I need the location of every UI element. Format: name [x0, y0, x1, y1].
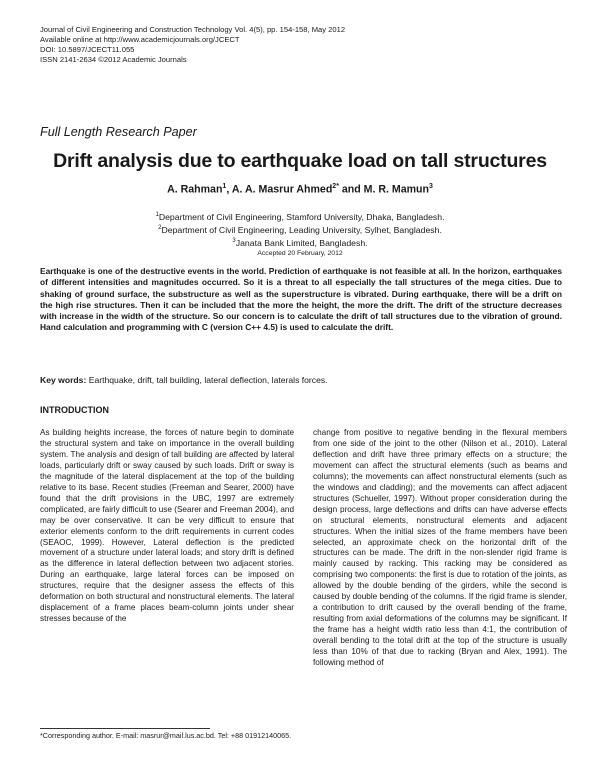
affiliation-text: Janata Bank Limited, Bangladesh.	[235, 237, 368, 248]
journal-header	[40, 25, 345, 65]
footnote: *Corresponding author. E-mail: masrur@mail.lus.ac.bd. Tel: +88 01912140065.	[40, 731, 292, 740]
affiliation-text: Department of Civil Engineering, Stamford University, Dhaka, Bangladesh.	[158, 211, 445, 222]
author-affil-sup	[332, 183, 339, 190]
body-column-left: As building heights increase, the forces of nature begin to dominate the structural system and take on importance in the overall building system. The analysis and design of tall building are affected by lateral loads, particularly drift or sway caused by such loads. Drift or sway is the magnitude of the lateral displacement at the top of the building relative to its base. Recent studies (Freeman and Searer, 2000) have found that the drift provisions in the UBC, 1997 are extremely complicated, are fairly difficult to use (Searer and Freeman 2004), and may be over conservative. It can be very difficult to ensure that exterior elements conform to the drift requirements in current codes (SEAOC, 1999). However, Lateral deflection is the predicted movement of a structure under lateral loads; and story drift is defined as the difference in lateral deflection between two adjacent stories. During an earthquake, large lateral forces can be imposed on structures, require that the designer assess the effects of this deformation on both structural and nonstructural elements. The lateral displacement of a frame places beam-column joints under shear stresses because of the	[40, 428, 294, 624]
affiliation-line	[0, 210, 600, 223]
keywords-label: Key words:	[40, 375, 87, 385]
journal-issn: ISSN 2141-2634 ©2012 Academic Journals	[40, 55, 187, 64]
accepted-date: Accepted 20 February, 2012	[257, 250, 343, 257]
journal-citation: Journal of Civil Engineering and Construction Technology Vol. 4(5), pp. 154-158, May 2012	[40, 25, 346, 34]
affiliation-line	[0, 223, 600, 236]
author-name: A. A. Masrur Ahmed	[231, 183, 333, 196]
affiliations	[0, 210, 600, 249]
footnote-divider	[40, 728, 210, 729]
abstract: Earthquake is one of the destructive events in the world. Prediction of earthquake is not feasible at all. In the horizon, earthquakes of different intensities and magnitudes occurred. So it is a threat to all especially the tall structures of the mega cities. Due to shaking of ground surface, the substructure as well as the superstructure is vibrated. During earthquake, there will be a drift on the high rise structures. Then it can be included that the more the height, the more the drift. The drift of the structure decreases with increase in the width of the structure. So our concern is to calculate the drift of tall structures due to the vibration of ground. Hand calculation and programming with C (version C++ 4.5) is used to calculate the drift.	[40, 266, 562, 333]
affiliation-sup: 3	[232, 237, 236, 244]
paper-type: Full Length Research Paper	[40, 125, 197, 139]
paper-title: Drift analysis due to earthquake load on tall structures	[53, 150, 547, 172]
keywords-text: Earthquake, drift, tall building, lateral deflection, laterals forces.	[86, 375, 328, 385]
affiliation-sup: 2	[158, 224, 162, 231]
affiliation-text: Department of Civil Engineering, Leading University, Sylhet, Bangladesh.	[161, 224, 442, 235]
journal-doi: DOI: 10.5897/JCECT11.055	[40, 45, 135, 54]
author-separator: and	[338, 183, 364, 196]
author-list	[0, 183, 600, 196]
author-name: A. Rahman	[167, 183, 223, 196]
author-affil-sup: 3	[429, 183, 433, 190]
author-name: M. R. Mamun	[363, 183, 429, 196]
journal-url: Available online at http://www.academicjournals.org/JCECT	[40, 35, 240, 44]
affiliation-sup: 1	[155, 212, 159, 218]
body-column-right: change from positive to negative bending in the flexural members from one side of the joint to the other (Nilson et al., 2010). Lateral deflection and drift have three primary effects on a structure; the movement can affect the structural elements (such as beams and columns); the movements can affect nonstructural elements (such as the windows and cladding); and the movements can affect adjacent structures (Schueller, 1997). Without proper consideration during the design process, large deflections and drifts can have adverse effects on structural elements, nonstructural elements and adjacent structures. When the initial sizes of the frame members have been selected, an approximate check on the horizontal drift of the structures can be made. The drift in the non-slender rigid frame is mainly caused by racking. This racking may be considered as comprising two components: the first is due to rotation of the joints, as allowed by the double bending of the girders, while the second is caused by double bending of the columns. If the rigid frame is slender, a contribution to drift caused by the overall bending of the frame, resulting from axial deformations of the columns may be significant. If the frame has a height width ratio less than 4:1, the contribution of overall bending to the total drift at the top of the structure is usually less than 10% of that due to racking (Bryan and Alex, 1991). The following method of	[313, 428, 567, 668]
section-heading: INTRODUCTION	[40, 405, 109, 415]
affiliation-line	[0, 236, 600, 249]
author-separator: ,	[226, 183, 232, 196]
keywords	[40, 375, 562, 385]
author-affil-sup: 1	[222, 183, 227, 190]
corresponding-author-mark: *	[336, 183, 339, 190]
author-affil-number: 2	[332, 183, 337, 190]
